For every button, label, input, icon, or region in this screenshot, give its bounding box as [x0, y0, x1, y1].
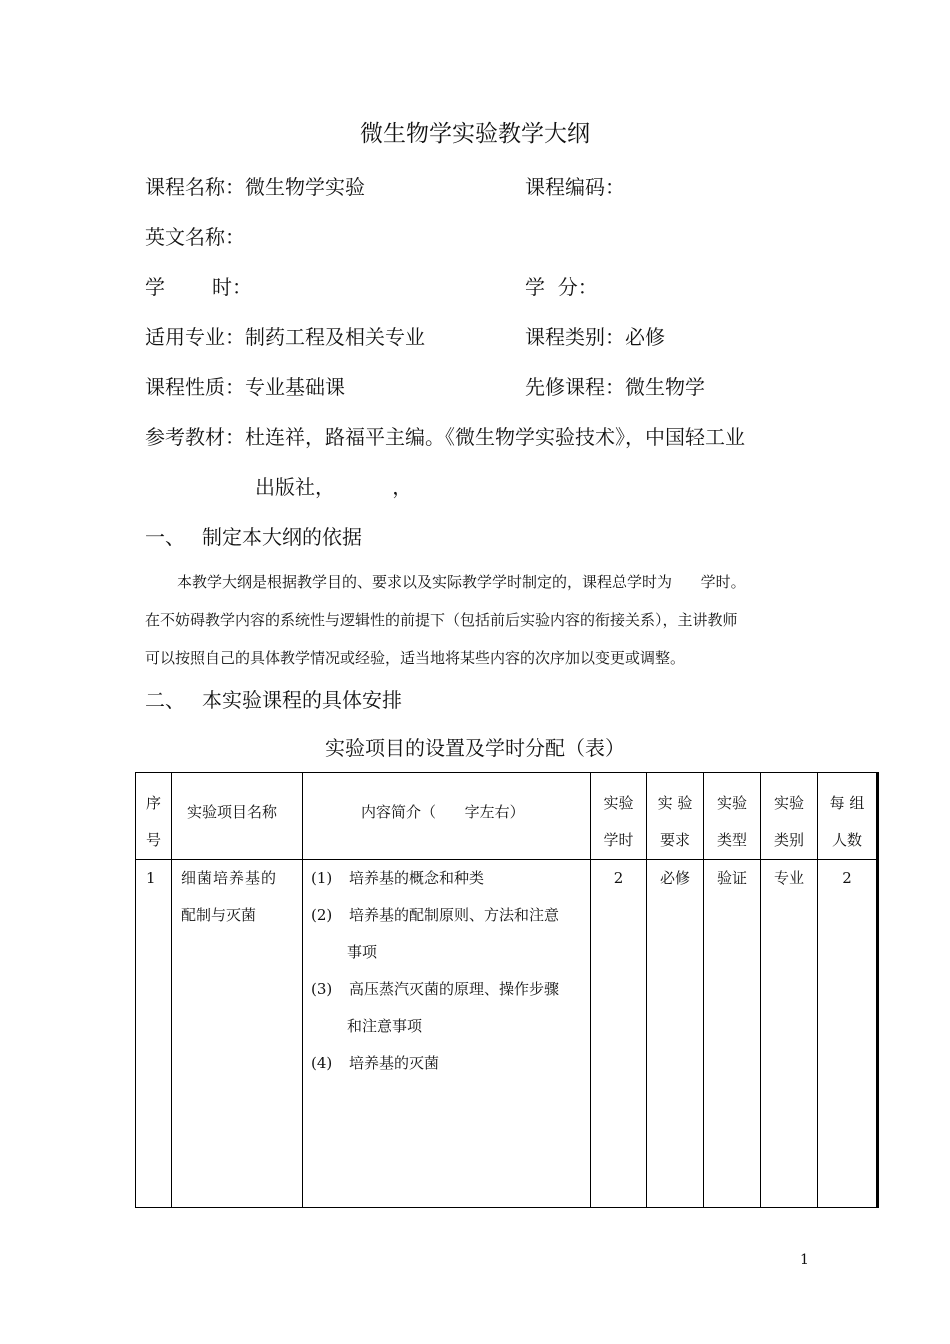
hours-label-part2: 时： — [212, 275, 252, 299]
course-name-value: 微生物学实验 — [245, 175, 365, 199]
nature-value: 专业基础课 — [245, 375, 345, 399]
section1-number: 一、 — [145, 525, 185, 549]
row-group-size: 2 — [818, 860, 878, 1208]
header-category — [761, 773, 818, 860]
section1-para-line3: 可以按照自己的具体教学情况或经验，适当地将某些内容的次序加以变更或调整。 — [145, 649, 686, 667]
english-name-label: 英文名称： — [145, 225, 245, 249]
course-name-label: 课程名称： — [145, 175, 245, 199]
item-4-text: 培养基的灭菌 — [349, 1054, 440, 1072]
content-item-3 — [311, 979, 590, 999]
major-label: 适用专业： — [145, 325, 245, 349]
prereq-label: 先修课程： — [525, 375, 625, 399]
header-type-line2: 类型 — [716, 831, 747, 849]
textbook-label: 参考教材： — [145, 425, 245, 449]
nature-label: 课程性质： — [145, 375, 245, 399]
header-seq-line1: 序 — [145, 794, 161, 812]
header-hours-line2: 学时 — [603, 831, 634, 849]
header-requirement — [647, 773, 704, 860]
category-field — [525, 321, 665, 350]
header-seq-line2: 号 — [145, 831, 161, 849]
header-content — [303, 773, 591, 860]
content-item-1 — [311, 868, 590, 888]
row-name-line1: 细菌培养基的 — [181, 869, 278, 887]
content-item-4 — [311, 1053, 590, 1073]
experiment-table — [135, 772, 879, 1208]
major-field — [145, 321, 425, 350]
header-type — [704, 773, 761, 860]
section2-number: 二、 — [145, 688, 185, 712]
section1-para-line2: 在不妨碍教学内容的系统性与逻辑性的前提下（包括前后实验内容的衔接关系），主讲教师 — [145, 611, 738, 629]
header-req-line1: 实 验 — [657, 794, 693, 812]
course-code-label: 课程编码： — [525, 175, 625, 199]
header-cat-line2: 类别 — [773, 831, 804, 849]
item-3-number: (3) — [311, 980, 333, 998]
header-cat-line1: 实验 — [773, 794, 804, 812]
row-content — [303, 860, 591, 1208]
category-value: 必修 — [625, 325, 665, 349]
prereq-value: 微生物学 — [625, 375, 705, 399]
row-name — [172, 860, 303, 1208]
category-label: 课程类别： — [525, 325, 625, 349]
section1-heading: 制定本大纲的依据 — [202, 525, 362, 549]
item-3-text: 高压蒸汽灭菌的原理、操作步骤 — [349, 980, 560, 998]
row-name-line2: 配制与灭菌 — [181, 906, 257, 924]
major-value: 制药工程及相关专业 — [245, 325, 425, 349]
item-1-text: 培养基的概念和种类 — [349, 869, 485, 887]
table-title: 实验项目的设置及学时分配（表） — [325, 736, 625, 760]
row-requirement: 必修 — [647, 860, 704, 1208]
header-hours — [591, 773, 647, 860]
section2-heading: 本实验课程的具体安排 — [202, 688, 402, 712]
document-title: 微生物学实验教学大纲 — [360, 121, 590, 147]
table-row — [136, 860, 878, 1208]
content-item-2 — [311, 905, 590, 925]
header-seq — [136, 773, 172, 860]
textbook-field — [145, 421, 745, 450]
item-2-text: 培养基的配制原则、方法和注意 — [349, 906, 560, 924]
header-name — [172, 773, 303, 860]
item-2-number: (2) — [311, 906, 333, 924]
table-header-row — [136, 773, 878, 860]
textbook-line2: 出版社， ， — [255, 475, 413, 499]
row-category: 专业 — [761, 860, 818, 1208]
page-number: 1 — [800, 1252, 809, 1268]
header-type-line1: 实验 — [716, 794, 747, 812]
item-1-number: (1) — [311, 869, 333, 887]
section1-para-line1: 本教学大纲是根据教学目的、要求以及实际教学学时制定的，课程总学时为 学时。 — [177, 573, 746, 591]
header-content-text: 内容简介（ 字左右） — [361, 803, 525, 821]
course-name-field — [145, 171, 365, 200]
header-name-text: 实验项目名称 — [187, 803, 278, 821]
hours-label-part1: 学 — [145, 275, 165, 299]
content-item-3-continued: 和注意事项 — [347, 1017, 423, 1035]
prereq-field — [525, 371, 705, 400]
textbook-line1: 杜连祥，路福平主编。《微生物学实验技术》，中国轻工业 — [245, 425, 745, 449]
row-hours: 2 — [591, 860, 647, 1208]
row-seq: 1 — [136, 860, 172, 1208]
header-group-line2: 人数 — [831, 831, 862, 849]
header-hours-line1: 实验 — [603, 794, 634, 812]
item-4-number: (4) — [311, 1054, 333, 1072]
nature-field — [145, 371, 345, 400]
content-item-2-continued: 事项 — [347, 943, 378, 961]
header-req-line2: 要求 — [659, 831, 690, 849]
header-group-size — [818, 773, 878, 860]
header-group-line1: 每 组 — [829, 794, 865, 812]
credit-label: 学 分： — [525, 275, 598, 299]
row-type: 验证 — [704, 860, 761, 1208]
